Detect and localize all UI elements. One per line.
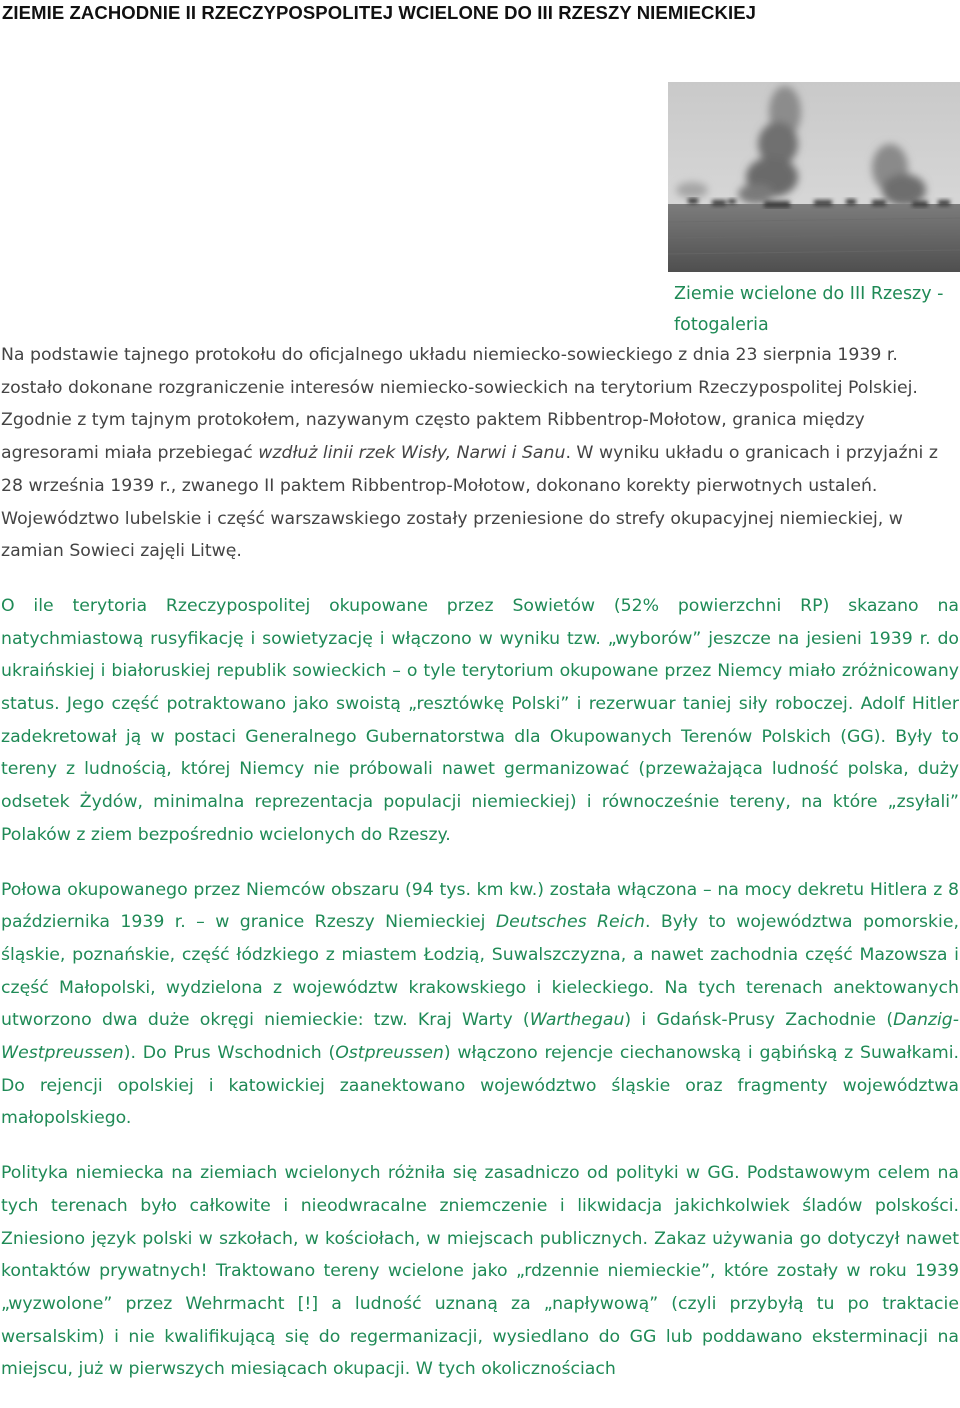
paragraph-3-emphasis-b: Warthegau xyxy=(529,1010,625,1031)
paragraph-3-text-e: ) włączono rejencje ciechanowską i gąbińską z Suwałkami. Do rejencji opolskiej i katowickiej zaanektowano województwo śląskie oraz fragmenty województwa małopolskiego. xyxy=(1,1043,959,1129)
paragraph-2: O ile terytoria Rzeczypospolitej okupowane przez Sowietów (52% powierzchni RP) skazano na natychmiastową rusyfikację i sowietyzację i włączono w wyniku tzw. „wyborów” jeszcze na jesieni 1939 r. do ukraińskiej i białoruskiej republik sowieckich – o tyle terytorium okupowane przez Niemcy miało zróżnicowany status. Jego część potraktowano jako swoistą „resztówkę Polski” i rezerwuar taniej siły roboczej. Adolf Hitler zadekretował ją w postaci Generalnego Gubernatorstwa dla Okupowanych Terenów Polskich (GG). Były to tereny z ludnością, której Niemcy nie próbowali nawet germanizować (przeważająca ludność polska, duży odsetek Żydów, minimalna reprezentacja populacji niemieckiej) i równocześnie tereny, na które „zsyłali” Polaków z ziem bezpośrednio wcielonych do Rzeszy. xyxy=(1,595,959,845)
paragraph-3-emphasis-a: Deutsches Reich xyxy=(495,912,645,933)
paragraph-1-text-a: Na podstawie tajnego protokołu do oficjalnego układu niemiecko-sowieckiego z dnia 23 sierpnia 1939 r. zostało dokonane rozgraniczenie interesów niemiecko-sowieckich na terytorium Rzeczypospolitej Polskiej. Zgodnie z tym tajnym protokołem, nazywanym często paktem Ribbentrop-Mołotow, granica między agresorami miała przebiegać xyxy=(1,345,918,464)
paragraph-3-text-b: . Były to województwa pomorskie, śląskie, poznańskie, część łódzkiego z miastem Łodzią, Suwalszczyzna, a nawet zachodnia część Mazowsza i część Małopolski, wydzielona z województw krakowskiego i kieleckiego. Na tych terenach anektowanych utworzono dwa duże okręgi niemieckie: tzw. Kraj Warty ( xyxy=(1,912,959,1031)
paragraph-3-emphasis-d: Ostpreussen xyxy=(335,1043,444,1064)
paragraph-3-text-c: ) i Gdańsk-Prusy Zachodnie ( xyxy=(624,1010,894,1031)
paragraph-1-emphasis: wzdłuż linii rzek Wisły, Narwi i Sanu xyxy=(258,443,566,464)
war-photo-smoke-field-icon xyxy=(668,82,960,272)
paragraph-1 xyxy=(1,339,959,568)
paragraph-1-text-b: . W wyniku układu o granicach i przyjaźni z 28 września 1939 r., zwanego II paktem Ribbentrop-Mołotow, dokonano korekty pierwotnych ustaleń. Województwo lubelskie i część warszawskiego zostały przeniesione do strefy okupacyjnej niemieckiej, w zamian Sowieci zajęli Litwę. xyxy=(1,443,938,562)
paragraph-3-emphasis-c: Danzig-Westpreussen xyxy=(1,1010,959,1064)
paragraph-3-text-a: Połowa okupowanego przez Niemców obszaru (94 tys. km kw.) została włączona – na mocy dekretu Hitlera z 8 października 1939 r. – w granice Rzeszy Niemieckiej xyxy=(1,879,959,933)
page-title: ZIEMIE ZACHODNIE II RZECZYPOSPOLITEJ WCIELONE DO III RZESZY NIEMIECKIEJ xyxy=(2,2,757,23)
paragraph-3 xyxy=(1,874,959,1136)
gallery-photo-link[interactable] xyxy=(668,82,960,272)
paragraph-4: Polityka niemiecka na ziemiach wcielonych różniła się zasadniczo od polityki w GG. Podstawowym celem na tych terenach było całkowite i nieodwracalne zniemczenie i likwidacja jakichkolwiek śladów polskości. Zniesiono język polski w szkołach, w kościołach, w miejscach publicznych. Zakaz używania go dotyczył nawet kontaktów prywatnych! Traktowano tereny wcielone jako „rdzennie niemieckie”, które zostały w roku 1939 „wyzwolone” przez Wehrmacht [!] a ludność uznaną za „napływową” (czyli przybyłą tu po traktacie wersalskim) i nie kwalifikującą się do regermanizacji, wysiedlano do GG lub poddawano eksterminacji na miejscu, już w pierwszych miesiącach okupacji. W tych okolicznościach xyxy=(1,1163,959,1380)
gallery-caption-link[interactable]: Ziemie wcielone do III Rzeszy - fotogaleria xyxy=(674,284,944,335)
paragraph-3-text-d: ). Do Prus Wschodnich ( xyxy=(123,1043,336,1064)
article-body xyxy=(1,339,959,1408)
